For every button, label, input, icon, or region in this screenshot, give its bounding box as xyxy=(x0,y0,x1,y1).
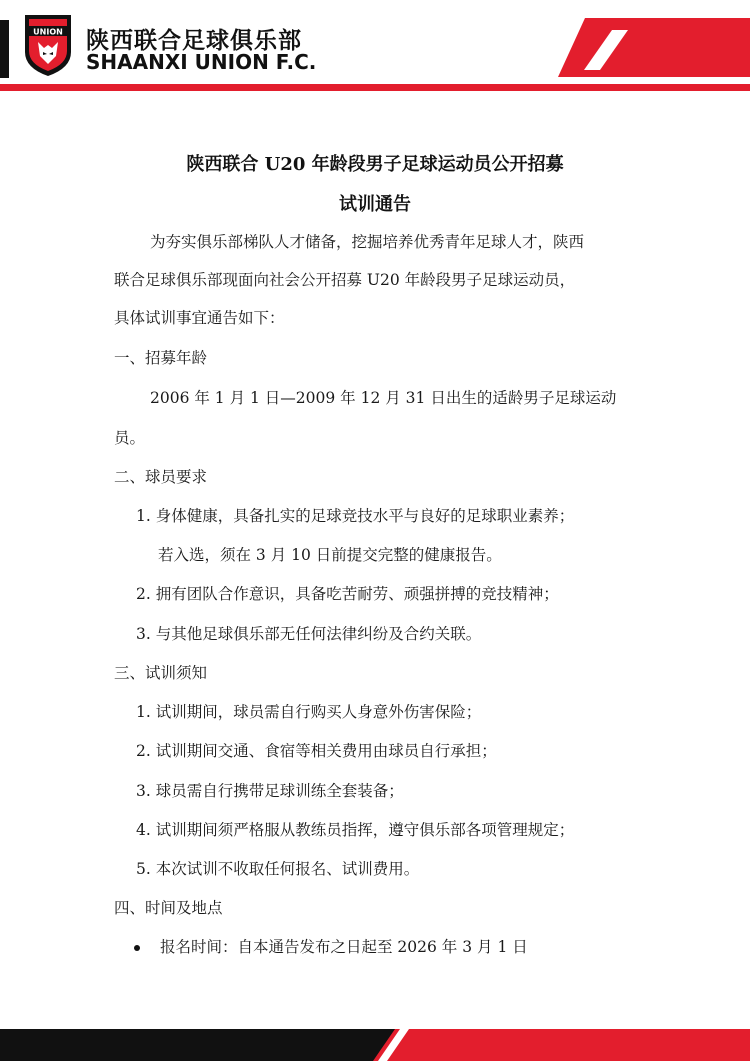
club-name-en: SHAANXI UNION F.C. xyxy=(86,50,317,74)
list-item: 2. 拥有团队合作意识，具备吃苦耐劳、顽强拼搏的竞技精神； xyxy=(136,585,559,603)
bullet-item: 报名时间：自本通告发布之日起至 2026 年 3 月 1 日 xyxy=(160,938,528,956)
footer-decoration xyxy=(0,1024,750,1061)
list-item: 若入选，须在 3 月 10 日前提交完整的健康报告。 xyxy=(158,546,502,564)
header-left-bar xyxy=(0,20,9,78)
intro-line: 联合足球俱乐部现面向社会公开招募 U20 年龄段男子足球运动员， xyxy=(114,271,576,289)
list-item: 5. 本次试训不收取任何报名、试训费用。 xyxy=(136,860,420,878)
page-header xyxy=(0,0,750,95)
wolf-crest-icon xyxy=(22,12,74,78)
section-text: 员。 xyxy=(114,429,146,447)
list-item: 3. 与其他足球俱乐部无任何法律纠纷及合约关联。 xyxy=(136,625,482,643)
logo-text: UNION xyxy=(33,27,63,37)
list-item: 1. 试训期间，球员需自行购买人身意外伤害保险； xyxy=(136,703,482,721)
section-heading: 一、招募年龄 xyxy=(114,349,208,367)
section-text: 2006 年 1 月 1 日—2009 年 12 月 31 日出生的适龄男子足球运动 xyxy=(150,389,617,407)
intro-line: 具体试训事宜通告如下： xyxy=(114,309,285,327)
list-item: 3. 球员需自行携带足球训练全套装备； xyxy=(136,782,404,800)
section-heading: 二、球员要求 xyxy=(114,468,208,486)
list-item: 4. 试训期间须严格服从教练员指挥，遵守俱乐部各项管理规定； xyxy=(136,821,575,839)
section-heading: 四、时间及地点 xyxy=(114,899,223,917)
document-title: 陕西联合 U20 年龄段男子足球运动员公开招募 xyxy=(186,154,564,175)
bullet-dot xyxy=(134,945,140,951)
intro-line: 为夯实俱乐部梯队人才储备，挖掘培养优秀青年足球人才，陕西 xyxy=(150,233,585,251)
section-heading: 三、试训须知 xyxy=(114,664,208,682)
document-subtitle: 试训通告 xyxy=(339,194,411,215)
club-name-cn: 陕西联合足球俱乐部 xyxy=(86,28,302,54)
list-item: 1. 身体健康，具备扎实的足球竞技水平与良好的足球职业素养； xyxy=(136,507,575,525)
list-item: 2. 试训期间交通、食宿等相关费用由球员自行承担； xyxy=(136,742,497,760)
